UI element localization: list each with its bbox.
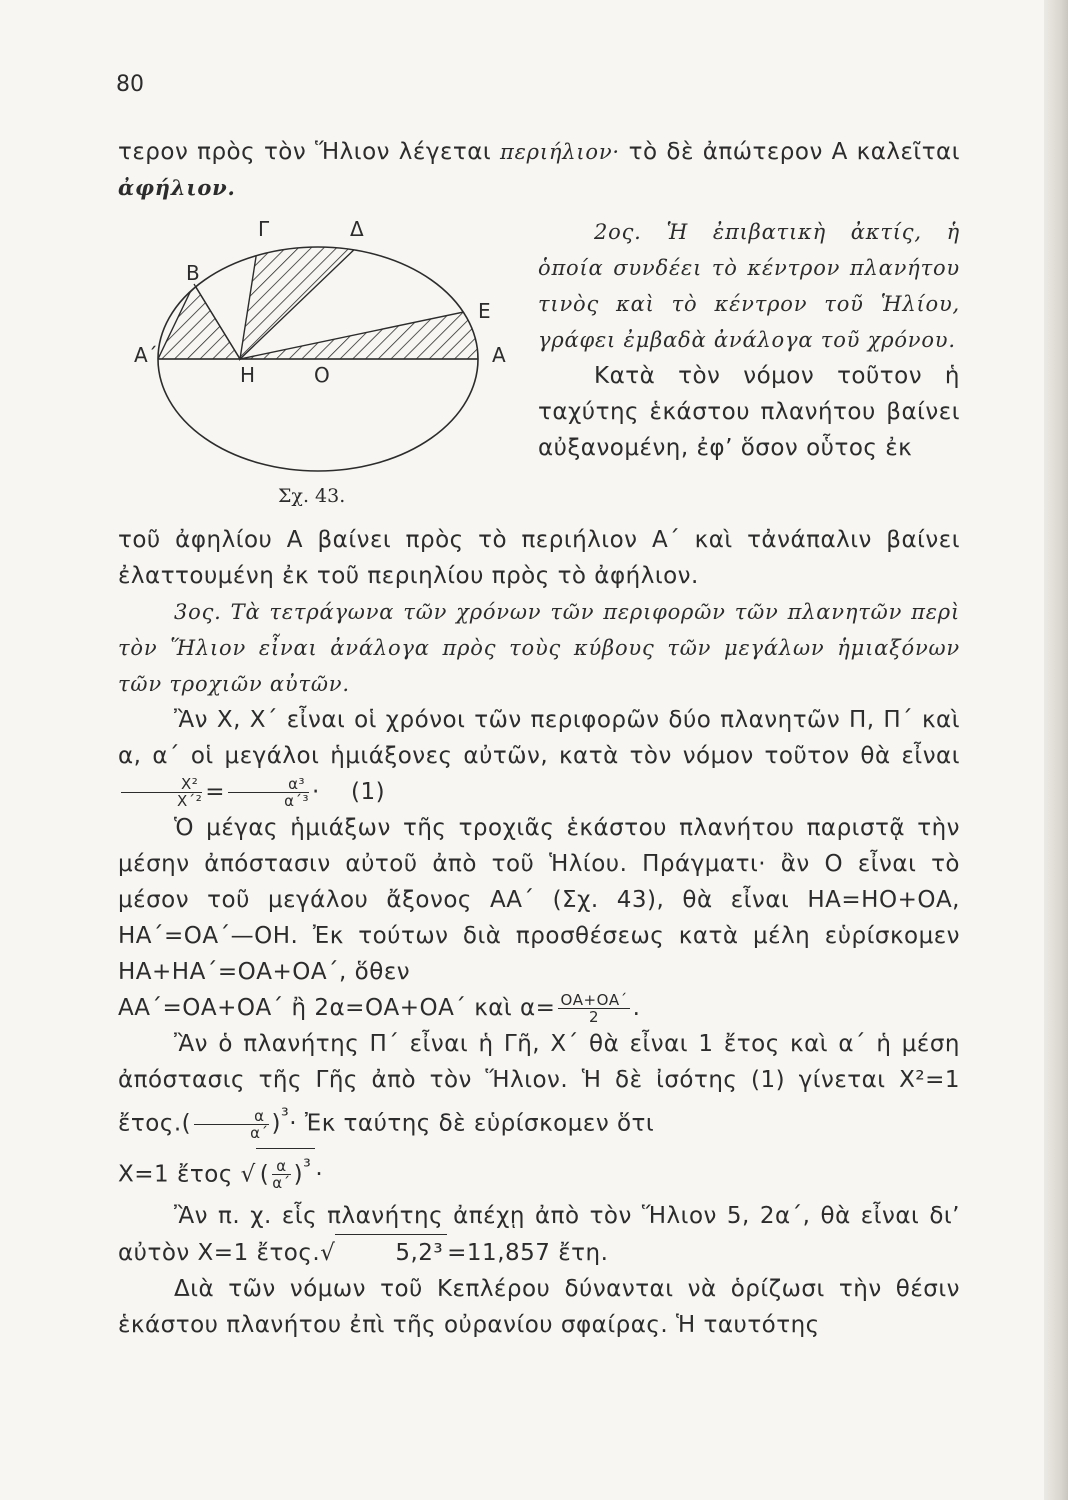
- p3-frac-den: α΄: [250, 1123, 269, 1142]
- law3-paragraph-5: Διὰ τῶν νόμων τοῦ Κεπλέρου δύνανται νὰ ὁρίζωσι τὴν θέσιν ἑκάστου πλανήτου ἐπὶ τῆς οὐρανίου σφαίρας. Ἡ ταυτότης: [118, 1276, 960, 1339]
- law3-paragraph-2: Ὁ μέγας ἡμιάξων τῆς τροχιᾶς ἑκάστου πλανήτου παριστᾷ τὴν μέσην ἀπόστασιν αὐτοῦ ἀπὸ τοῦ Ἡλίου. Πράγματι· ἂν Ο εἶναι τὸ μέσον τοῦ μεγάλου ἄξονος ΑΑ΄ (Σχ. 43), θὰ εἶναι ΗΑ=ΗΟ+ΟΑ, ΗΑ΄=ΟΑ΄—ΟΗ. Ἐκ τούτων διὰ προσθέσεως κατὰ μέλη εὑρίσκομεν ΗΑ+ΗΑ΄=ΟΑ+ΟΑ΄, ὅθεν: [118, 815, 960, 985]
- eq2-fraction: [558, 992, 629, 1025]
- eq3-radicand: ( $\frac{\alpha}{\alpha΄}$ )$^{^3}$: [256, 1148, 316, 1193]
- perihelion-term: περιήλιον·: [500, 140, 620, 164]
- intro-text-a: τερον πρὸς τὸν Ἥλιον λέγεται: [118, 139, 500, 165]
- label-beta: Β: [186, 261, 200, 285]
- law3-paragraph-1: Ἂν Χ, Χ΄ εἶναι οἱ χρόνοι τῶν περιφορῶν δύο πλανητῶν Π, Π΄ καὶ α, α΄ οἱ μεγάλοι ἡμιάξονες αὐτῶν, κατὰ τὸν νόμον τοῦτον θὰ εἶναι: [118, 707, 960, 769]
- p3-fraction: [194, 1108, 268, 1141]
- p3-frac-num: α: [194, 1108, 268, 1125]
- eq2-text: ΑΑ΄=ΟΑ+ΟΑ΄ ἢ 2α=ΟΑ+ΟΑ΄ καὶ α=: [118, 995, 556, 1021]
- label-delta: Δ: [350, 217, 364, 241]
- label-omicron: Ο: [314, 363, 330, 387]
- law2-right-column: [538, 214, 960, 466]
- label-gamma: Γ: [258, 217, 270, 241]
- eq3-num: α: [272, 1158, 290, 1175]
- eq3-text: Χ=1 ἔτος: [118, 1161, 233, 1188]
- law2-body-right: Κατὰ τὸν νόμον τοῦτον ἡ ταχύτης ἑκάστου πλανήτου βαίνει αὐξανομένη, ἐφ’ ὅσον οὗτος ἐκ: [538, 363, 960, 461]
- eq1-equals: =: [205, 779, 226, 805]
- label-epsilon: Ε: [478, 299, 491, 323]
- p3-tail: · Ἐκ ταύτης δὲ εὑρίσκομεν ὅτι: [289, 1110, 655, 1137]
- label-a: Α: [492, 343, 506, 367]
- eq1-den-right: α΄³: [284, 792, 309, 810]
- label-a-prime: Α΄: [134, 343, 158, 367]
- aphelion-term: ἀφήλιον.: [118, 175, 236, 200]
- law2-body-full: τοῦ ἀφηλίου Α βαίνει πρὸς τὸ περιήλιον Α΄ καὶ τἀνάπαλιν βαίνει ἐλαττουμένη ἐκ τοῦ περιηλίου πρὸς τὸ ἀφήλιον.: [118, 527, 960, 589]
- main-text: τοῦ ἀφηλίου Α βαίνει πρὸς τὸ περιήλιον Α΄ καὶ τἀνάπαλιν βαίνει ἐλαττουμένη ἐκ τοῦ περιηλίου πρὸς τὸ ἀφήλιον. 3ος. Τὰ τετράγωνα τῶν χρόνων τῶν περιφορῶν τῶν πλανητῶν περὶ τὸν Ἥλιον εἶναι ἀνάλογα πρὸς τοὺς κύβους τῶν μεγάλων ἡμιαξόνων τῶν τροχιῶν αὐτῶν. Ἂν Χ, Χ΄ εἶναι οἱ χρόνοι τῶν περιφορῶν δύο πλανητῶν Π, Π΄ καὶ α, α΄ οἱ μεγάλοι ἡμιάξονες αὐτῶν, κατὰ τὸν νόμον τοῦτον θὰ εἶναι $\frac{\text{Χ²}}{\text{Χ΄²}}$ = $\frac{\text{α³}}{\text{α΄³}}$ · (1) Ὁ μέγας ἡμιάξων τῆς τροχιᾶς ἑκάστου πλανήτου παριστᾷ τὴν μέσην ἀπόστασιν αὐτοῦ ἀπὸ τοῦ Ἡλίου. Πράγματι· ἂν Ο εἶναι τὸ μέσον τοῦ μεγάλου ἄξονος ΑΑ΄ (Σχ. 43), θὰ εἶναι ΗΑ=ΗΟ+ΟΑ, ΗΑ΄=ΟΑ΄—ΟΗ. Ἐκ τούτων διὰ προσθέσεως κατὰ μέλη εὑρίσκομεν ΗΑ+ΗΑ΄=ΟΑ+ΟΑ΄, ὅθεν ΑΑ΄=ΟΑ+ΟΑ΄ ἢ 2α=ΟΑ+ΟΑ΄ καὶ α= $\frac{OA+OA΄}{2}$ . Ἂν ὁ πλανήτης Π΄ εἶναι ἡ Γῆ, Χ΄ θὰ εἶναι 1 ἔτος καὶ α΄ ἡ μέση ἀπόστασις τῆς Γῆς ἀπὸ τὸν Ἥλιον. Ἡ δὲ ἰσότης (1) γίνεται Χ²=1 ἔτος.( $\frac{\alpha}{\alpha΄}$ )$^{^3}$· Ἐκ ταύτης δὲ εὑρίσκομεν ὅτι Χ=1 ἔτος √ ( $\frac{\alpha}{\alpha΄}$ )$^{^3}$ · Ἂν π. χ. εἷς πλανήτης ἀπέχῃ ἀπὸ τὸν Ἥλιον 5, 2α΄, θὰ εἶναι δι’ αὐτὸν Χ=1 ἔτος.√ 5,2³ =11,857 ἔτη. Διὰ τῶν νόμων τοῦ Κεπλέρου δύνανται νὰ ὁρίζωσι τὴν θέσιν ἑκάστου πλανήτου ἐπὶ τῆς οὐρανίου σφαίρας. Ἡ ταυτότης: [118, 522, 960, 1343]
- eq1-den-left: Χ΄²: [177, 792, 203, 810]
- law3-label: 3ος.: [174, 600, 222, 624]
- law2-label: 2ος.: [594, 220, 642, 244]
- p4-result: =11,857 ἔτη.: [447, 1240, 609, 1267]
- law3-paragraph-3: Ἂν ὁ πλανήτης Π΄ εἶναι ἡ Γῆ, Χ΄ θὰ εἶναι 1 ἔτος καὶ α΄ ἡ μέση ἀπόστασις τῆς Γῆς ἀπὸ τὸν Ἥλιον. Ἡ δὲ ἰσότης (1) γίνεται Χ²=1 ἔτος.: [118, 1031, 960, 1137]
- eq1-num-left: Χ²: [121, 776, 202, 793]
- sector-beta-aprime: [158, 284, 240, 359]
- figure-caption: Σχ. 43.: [278, 485, 346, 507]
- eq1-right-fraction: [228, 776, 309, 809]
- ellipse-diagram: [128, 214, 520, 514]
- eq1-num-right: α³: [228, 776, 309, 793]
- page-edge-shadow: [1044, 0, 1068, 1500]
- eq2-num: ΟΑ+ΟΑ΄: [560, 991, 628, 1009]
- label-eta: Η: [240, 363, 256, 387]
- law2-statement: Ἡ ἐπιβατικὴ ἀκτίς, ἡ ὁποία συνδέει τὸ κέντρον πλανήτου τινὸς καὶ τὸ κέντρον τοῦ Ἡλίου, γράφει ἐμβαδὰ ἀνάλογα τοῦ χρόνου.: [538, 220, 961, 352]
- eq2-den: 2: [589, 1008, 600, 1026]
- p4-root: 5,2³: [335, 1234, 447, 1271]
- intro-paragraph: [118, 134, 960, 206]
- eq3-fraction: [272, 1158, 290, 1191]
- ellipse-figure: [128, 214, 520, 514]
- eq1-left-fraction: [121, 776, 202, 809]
- intro-text-b: τὸ δὲ ἀπώτερον Α καλεῖται: [619, 139, 960, 165]
- law3-paragraph-4: Ἂν π. χ. εἷς πλανήτης ἀπέχῃ ἀπὸ τὸν Ἥλιον 5, 2α΄, θὰ εἶναι δι’ αὐτὸν Χ=1 ἔτος.: [118, 1203, 960, 1267]
- eq1-tag: (1): [351, 779, 386, 805]
- eq3-den: α΄: [272, 1174, 291, 1193]
- eq3-exponent: ³: [303, 1154, 312, 1178]
- law3-statement: Τὰ τετράγωνα τῶν χρόνων τῶν περιφορῶν τῶν πλανητῶν περὶ τὸν Ἥλιον εἶναι ἀνάλογα πρὸς τοὺς κύβους τῶν μεγάλων ἡμιαξόνων τῶν τροχιῶν αὐτῶν.: [118, 600, 960, 696]
- p3-exponent: ³: [281, 1104, 290, 1127]
- page-number: 80: [116, 72, 144, 97]
